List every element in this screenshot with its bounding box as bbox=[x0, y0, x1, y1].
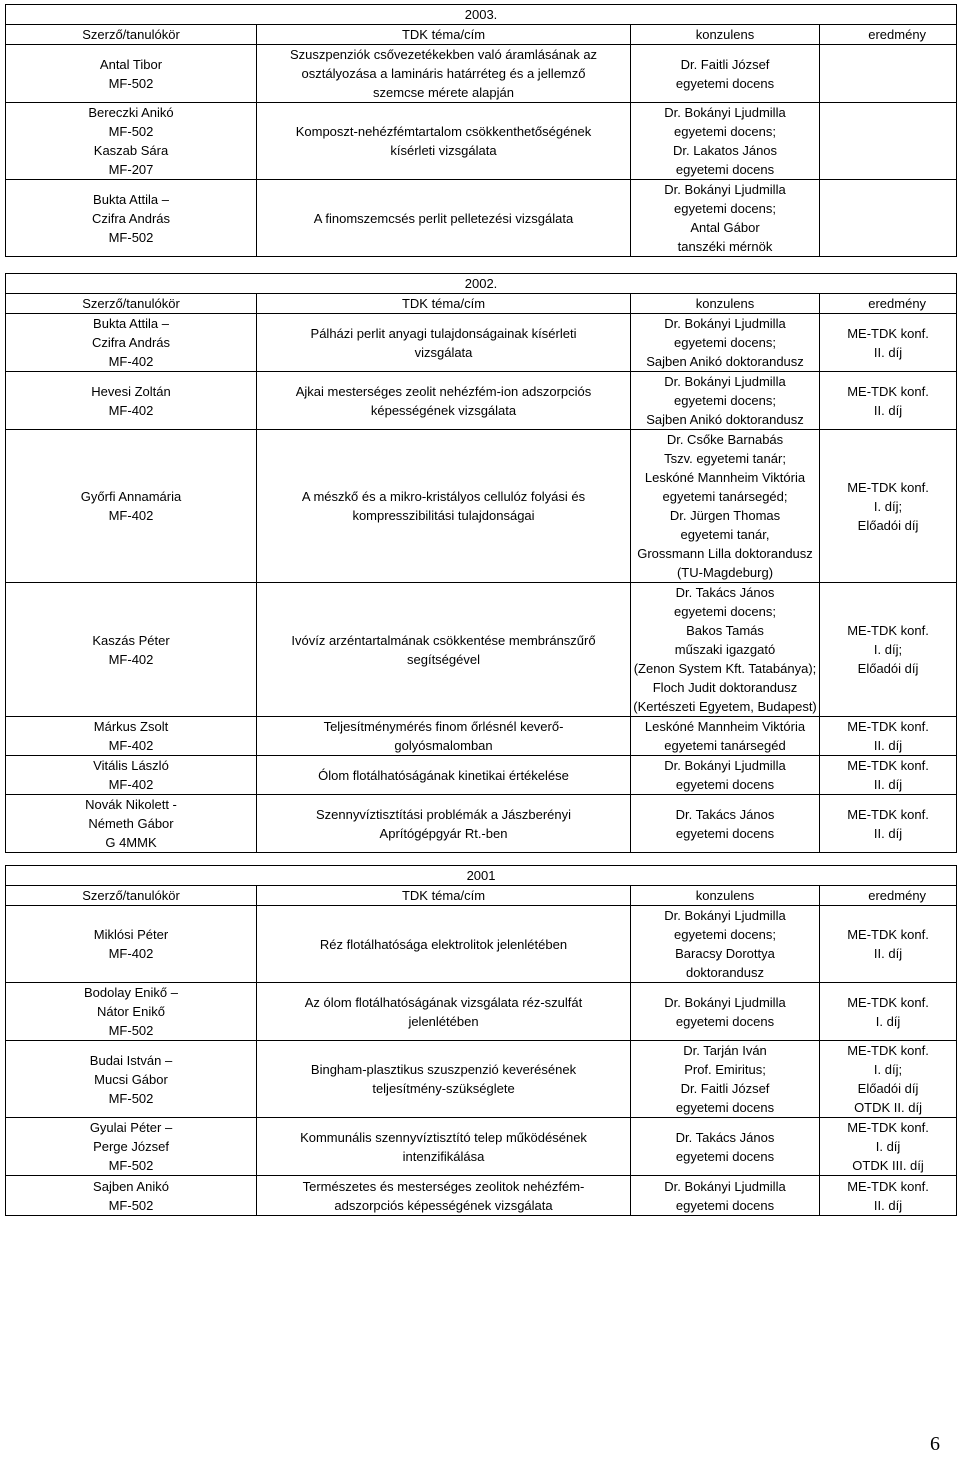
author-cell: Novák Nikolett - Németh Gábor G 4MMK bbox=[6, 795, 257, 853]
result-cell bbox=[820, 103, 957, 180]
advisor-cell: Dr. Tarján Iván Prof. Emiritus; Dr. Faitli József egyetemi docens bbox=[631, 1041, 820, 1118]
table-row bbox=[6, 45, 957, 103]
tdk-table-2003 bbox=[5, 4, 957, 257]
topic-cell: Réz flotálhatósága elektrolitok jelenlétében bbox=[257, 906, 631, 983]
header-advisor: konzulens bbox=[631, 25, 820, 45]
author-cell: Vitális László MF-402 bbox=[6, 756, 257, 795]
result-cell: ME-TDK konf. II. díj bbox=[820, 756, 957, 795]
author-cell: Kaszás Péter MF-402 bbox=[6, 583, 257, 717]
advisor-cell: Dr. Bokányi Ljudmilla egyetemi docens; Sajben Anikó doktorandusz bbox=[631, 314, 820, 372]
advisor-cell: Dr. Faitli József egyetemi docens bbox=[631, 45, 820, 103]
topic-cell: Pálházi perlit anyagi tulajdonságainak kísérleti vizsgálata bbox=[257, 314, 631, 372]
advisor-cell: Dr. Csőke Barnabás Tszv. egyetemi tanár; Leskóné Mannheim Viktória egyetemi tanársegéd; Dr. Jürgen Thomas egyetemi tanár, Grossmann Lilla doktorandusz (TU-Magdeburg) bbox=[631, 430, 820, 583]
table-row bbox=[6, 717, 957, 756]
header-advisor: konzulens bbox=[631, 294, 820, 314]
topic-cell: Természetes és mesterséges zeolitok nehézfém- adszorpciós képességének vizsgálata bbox=[257, 1176, 631, 1216]
topic-cell: A finomszemcsés perlit pelletezési vizsgálata bbox=[257, 180, 631, 257]
result-cell bbox=[820, 180, 957, 257]
advisor-cell: Dr. Bokányi Ljudmilla egyetemi docens; Dr. Lakatos János egyetemi docens bbox=[631, 103, 820, 180]
table-row bbox=[6, 1118, 957, 1176]
year-heading: 2001 bbox=[6, 866, 957, 886]
author-cell: Bukta Attila – Czifra András MF-402 bbox=[6, 314, 257, 372]
section-2003 bbox=[5, 4, 956, 257]
topic-cell: Kommunális szennyvíztisztító telep működésének intenzifikálása bbox=[257, 1118, 631, 1176]
result-cell: ME-TDK konf. II. díj bbox=[820, 1176, 957, 1216]
tdk-table-2002 bbox=[5, 273, 957, 853]
header-author: Szerző/tanulókör bbox=[6, 886, 257, 906]
topic-cell: Bingham-plasztikus szuszpenzió keverésének teljesítmény-szükséglete bbox=[257, 1041, 631, 1118]
result-cell: ME-TDK konf. I. díj bbox=[820, 983, 957, 1041]
table-row bbox=[6, 1176, 957, 1216]
header-author: Szerző/tanulókör bbox=[6, 25, 257, 45]
topic-cell: A mészkő és a mikro-kristályos cellulóz folyási és kompresszibilitási tulajdonságai bbox=[257, 430, 631, 583]
topic-cell: Ivóvíz arzéntartalmának csökkentése membránszűrő segítségével bbox=[257, 583, 631, 717]
topic-cell: Szennyvíztisztítási problémák a Jászberényi Aprítógépgyár Rt.-ben bbox=[257, 795, 631, 853]
result-cell: ME-TDK konf. I. díj; Előadói díj OTDK II. díj bbox=[820, 1041, 957, 1118]
table-row bbox=[6, 103, 957, 180]
table-row bbox=[6, 795, 957, 853]
year-heading: 2003. bbox=[6, 5, 957, 25]
table-row bbox=[6, 430, 957, 583]
section-2002 bbox=[5, 273, 956, 853]
author-cell: Márkus Zsolt MF-402 bbox=[6, 717, 257, 756]
page-number: 6 bbox=[930, 1433, 940, 1455]
advisor-cell: Dr. Bokányi Ljudmilla egyetemi docens; Baracsy Dorottya doktorandusz bbox=[631, 906, 820, 983]
header-result: eredmény bbox=[820, 886, 957, 906]
result-cell bbox=[820, 45, 957, 103]
topic-cell: Komposzt-nehézfémtartalom csökkenthetőségének kísérleti vizsgálata bbox=[257, 103, 631, 180]
advisor-cell: Dr. Bokányi Ljudmilla egyetemi docens bbox=[631, 983, 820, 1041]
topic-cell: Szuszpenziók csővezetékekben való áramlásának az osztályozása a lamináris határréteg és a jellemző szemcse mérete alapján bbox=[257, 45, 631, 103]
advisor-cell: Dr. Takács János egyetemi docens bbox=[631, 795, 820, 853]
author-cell: Antal Tibor MF-502 bbox=[6, 45, 257, 103]
table-row bbox=[6, 1041, 957, 1118]
author-cell: Bereczki Anikó MF-502 Kaszab Sára MF-207 bbox=[6, 103, 257, 180]
table-row bbox=[6, 756, 957, 795]
header-result: eredmény bbox=[820, 294, 957, 314]
author-cell: Miklósi Péter MF-402 bbox=[6, 906, 257, 983]
topic-cell: Teljesítménymérés finom őrlésnél keverő- golyósmalomban bbox=[257, 717, 631, 756]
advisor-cell: Dr. Bokányi Ljudmilla egyetemi docens; Sajben Anikó doktorandusz bbox=[631, 372, 820, 430]
author-cell: Hevesi Zoltán MF-402 bbox=[6, 372, 257, 430]
advisor-cell: Dr. Bokányi Ljudmilla egyetemi docens; Antal Gábor tanszéki mérnök bbox=[631, 180, 820, 257]
result-cell: ME-TDK konf. I. díj; Előadói díj bbox=[820, 583, 957, 717]
header-advisor: konzulens bbox=[631, 886, 820, 906]
advisor-cell: Dr. Bokányi Ljudmilla egyetemi docens bbox=[631, 756, 820, 795]
author-cell: Gyulai Péter – Perge József MF-502 bbox=[6, 1118, 257, 1176]
header-topic: TDK téma/cím bbox=[257, 294, 631, 314]
author-cell: Bodolay Enikő – Nátor Enikő MF-502 bbox=[6, 983, 257, 1041]
header-author: Szerző/tanulókör bbox=[6, 294, 257, 314]
year-heading: 2002. bbox=[6, 274, 957, 294]
result-cell: ME-TDK konf. I. díj; Előadói díj bbox=[820, 430, 957, 583]
table-row bbox=[6, 314, 957, 372]
table-header-row bbox=[6, 25, 957, 45]
result-cell: ME-TDK konf. II. díj bbox=[820, 372, 957, 430]
table-row bbox=[6, 372, 957, 430]
tdk-table-2001 bbox=[5, 865, 957, 1216]
author-cell: Sajben Anikó MF-502 bbox=[6, 1176, 257, 1216]
topic-cell: Ólom flotálhatóságának kinetikai értékelése bbox=[257, 756, 631, 795]
advisor-cell: Dr. Takács János egyetemi docens; Bakos Tamás műszaki igazgató (Zenon System Kft. Tatabánya); Floch Judit doktorandusz (Kertészeti Egyetem, Budapest) bbox=[631, 583, 820, 717]
table-row bbox=[6, 906, 957, 983]
topic-cell: Az ólom flotálhatóságának vizsgálata réz-szulfát jelenlétében bbox=[257, 983, 631, 1041]
result-cell: ME-TDK konf. I. díj OTDK III. díj bbox=[820, 1118, 957, 1176]
header-topic: TDK téma/cím bbox=[257, 25, 631, 45]
author-cell: Budai István – Mucsi Gábor MF-502 bbox=[6, 1041, 257, 1118]
table-header-row bbox=[6, 886, 957, 906]
result-cell: ME-TDK konf. II. díj bbox=[820, 717, 957, 756]
header-topic: TDK téma/cím bbox=[257, 886, 631, 906]
topic-cell: Ajkai mesterséges zeolit nehézfém-ion adszorpciós képességének vizsgálata bbox=[257, 372, 631, 430]
table-row bbox=[6, 983, 957, 1041]
table-row bbox=[6, 583, 957, 717]
author-cell: Bukta Attila – Czifra András MF-502 bbox=[6, 180, 257, 257]
section-2001 bbox=[5, 865, 956, 1216]
advisor-cell: Dr. Takács János egyetemi docens bbox=[631, 1118, 820, 1176]
author-cell: Győrfi Annamária MF-402 bbox=[6, 430, 257, 583]
header-result: eredmény bbox=[820, 25, 957, 45]
result-cell: ME-TDK konf. II. díj bbox=[820, 906, 957, 983]
table-row bbox=[6, 180, 957, 257]
advisor-cell: Dr. Bokányi Ljudmilla egyetemi docens bbox=[631, 1176, 820, 1216]
result-cell: ME-TDK konf. II. díj bbox=[820, 314, 957, 372]
result-cell: ME-TDK konf. II. díj bbox=[820, 795, 957, 853]
table-header-row bbox=[6, 294, 957, 314]
advisor-cell: Leskóné Mannheim Viktória egyetemi tanársegéd bbox=[631, 717, 820, 756]
